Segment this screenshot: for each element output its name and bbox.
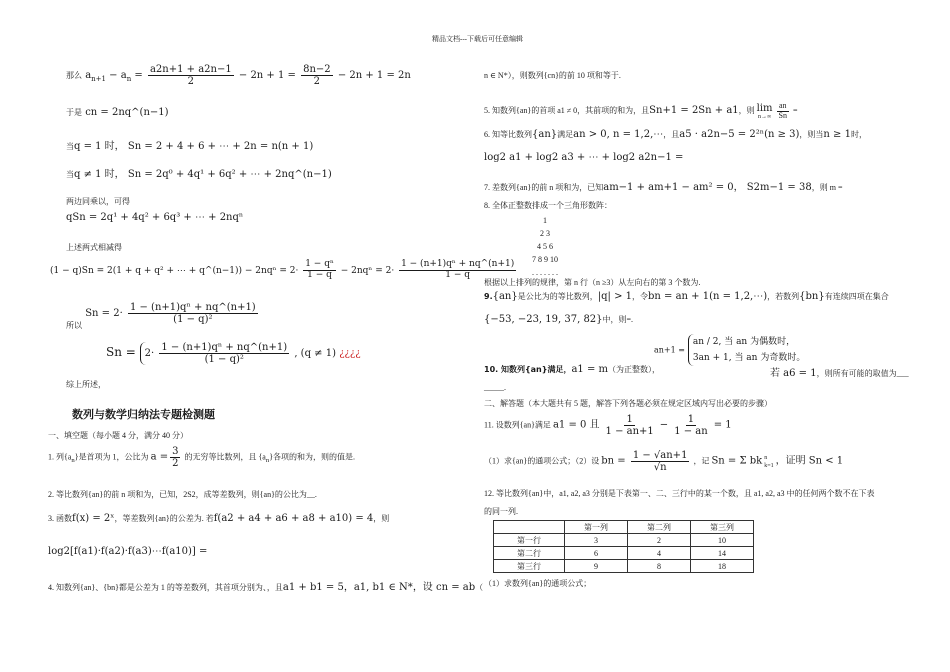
question-12: 12. 等比数列{an}中，a1, a2, a3 分别是下表第一、二、三行中的某一个数，且 a1, a2, a3 中的任何两个数不在下表 <box>484 489 875 498</box>
piecewise-brace: 2· $\frac{\text{1 − (n+1)qⁿ + nq\textasciicircum{}(n+1)}}{\text{(1 − q)²}}$ , (q ≠ 1) ¿¿¿¿ <box>140 342 361 365</box>
triangle-row: 2 3 <box>540 229 550 238</box>
derivation-line-6: qSn = 2q¹ + 4q² + 6q³ + ⋯ + 2nqⁿ <box>66 212 244 223</box>
table-row: 第三行 9 8 18 <box>494 560 754 573</box>
question-4: 4. 知数列{an}、{bn}都是公差为 1 的等差数列，其首项分别为、，且a1 + b1 = 5，a1, b1 ∈ N*，设 cn = ab（ <box>48 582 484 593</box>
value-table <box>493 520 754 573</box>
derivation-line-2: 于是 cn = 2nq^(n−1) <box>66 107 169 118</box>
derivation-line-4: 当q ≠ 1 时， Sn = 2q⁰ + 4q¹ + 6q² + ⋯ + 2nq^(n−1) <box>66 169 332 180</box>
question-8-rule: 根据以上排列的规律，第 n 行（n ≥3）从左向右的第 3 个数为. <box>484 278 701 287</box>
question-7: 7. 差数列{an}的前 n 项和为，已知am−1 + am+1 − am² = 0， S2m−1 = 38，则 m = <box>484 182 843 193</box>
question-9-set: {−53, −23, 19, 37, 82}中，则=. <box>484 314 634 325</box>
question-3: 3. 函数f(x) = 2ˣ，等差数列{an}的公差为. 若f(a2 + a4 + a6 + a8 + a10) = 4，则 <box>48 513 390 524</box>
question-6: 6. 知等比数列{an}满足an > 0, n = 1,2,⋯，且a5 · a2n−5 = 2²ⁿ(n ≥ 3)，则当n ≥ 1时， <box>484 129 867 140</box>
question-5: 5. 知数列{an}的首项 a1 ≠ 0，其前项的和为，且Sn+1 = 2Sn + a1，则 lim n→∞ $\frac{an}{Sn}$ = <box>484 101 798 120</box>
triangle-row: 7 8 9 10 <box>532 255 558 264</box>
question-3-expression: log2[f(a1)·f(a2)·f(a3)⋯f(a10)] = <box>48 546 208 557</box>
table-row: 第二行 6 4 14 <box>494 547 754 560</box>
derivation-line-1: 那么 $a_{n+1} - a_n$ = $\frac{a2n+1 + a2n-1}{2}$ − 2n + 1 = $\frac{8n-2}{2}$ − 2n + 1 = 2n <box>66 64 411 87</box>
derivation-line-9: $_{所以}$ Sn = 2· $\frac{\text{1 − (n+1)qⁿ + nq\textasciicircum{}(n+1)}}{\text{(1 − q)²}}$ <box>66 302 256 330</box>
table-header-row: 第一列 第二列 第三列 <box>494 521 754 534</box>
derivation-line-8: (1 − q)Sn = 2(1 + q + q² + ⋯ + q^(n−1)) − 2nqⁿ = 2· $\frac{\text{1 − qⁿ}}{1 - q}$ − 2nqⁿ = 2· $\frac{\text{1 − (n+1)qⁿ + nq\textasciicircum{}(n+1)}}{1 - q}$ <box>50 259 515 280</box>
derivation-line-11: 综上所述， <box>66 380 106 389</box>
question-1: 1. 列$\{a_n\}$是首项为 1，公比为 a = $\frac{3}{2}$ 的无穷等比数列，且 $\{a_n\}$各项的和为，则的值是. <box>48 446 356 469</box>
triangle-array <box>500 214 590 279</box>
triangle-row: 4 5 6 <box>537 242 553 251</box>
header-note: 精品文档---下载后可任意编辑 <box>432 35 523 43</box>
triangle-row: 1 <box>543 216 547 225</box>
triangle-row: . . . . . . . <box>532 268 558 277</box>
question-11-parts: （1）求{an}的通项公式；（2）设 bn = $\frac{1 - √an+1}{√n}$ ，记 Sn = Σ bk n k=1 ，证明 Sn < 1 <box>484 450 844 473</box>
derivation-line-7: 上述两式相减得 <box>66 243 122 252</box>
table-row: 第一行 3 2 10 <box>494 534 754 547</box>
question-11: 11. 设数列{an}满足 a1 = 0 且 $\frac{1}{1 - an+1}$ − $\frac{1}{1 - an}$ = 1 <box>484 414 732 437</box>
fraction: $\frac{a2n+1 + a2n-1}{2}$ <box>149 64 232 87</box>
question-10-blank: _____. <box>484 383 506 392</box>
section-title: 数列与数学归纳法专题检测题 <box>72 408 215 421</box>
derivation-line-5: 两边同乘以，可得 <box>66 197 130 206</box>
derivation-line-10: Sn = 2· $\frac{\text{1 − (n+1)qⁿ + nq\textasciicircum{}(n+1)}}{\text{(1 − q)²}}$ , (q ≠ 1) ¿¿¿¿ <box>106 342 361 365</box>
question-6-expression: log2 a1 + log2 a3 + ⋯ + log2 a2n−1 = <box>484 152 684 163</box>
section-fill-in: 一、填空题（每小题 4 分，满分 40 分） <box>48 431 188 440</box>
derivation-line-3: 当q = 1 时， Sn = 2 + 4 + 6 + ⋯ + 2n = n(n + 1) <box>66 141 314 152</box>
question-10-tail: 若 a6 = 1，则所有可能的取值为___ <box>770 368 909 379</box>
fraction: $\frac{8n-2}{2}$ <box>303 64 331 87</box>
section-solutions: 二、解答题（本大题共有 5 题，解答下列各题必须在规定区域内写出必要的步骤） <box>484 399 772 408</box>
question-8: 8. 全体正整数排成一个三角形数阵： <box>484 201 612 210</box>
question-9: 9.{an}是公比为的等比数列，|q| > 1，令bn = an + 1(n = 1,2,⋯)，若数列{bn}有连续四项在集合 <box>484 291 889 302</box>
question-10-piecewise: an+1 = an / 2, 当 an 为偶数时， 3an + 1, 当 an 为奇数时。 <box>654 334 805 366</box>
question-10: 10. 知数列{an}满足，a1 = m（为正整数）， <box>484 364 660 375</box>
question-12-continued: 的同一列. <box>484 507 518 516</box>
question-12-part-1: （1）求数列{an}的通项公式； <box>484 579 592 588</box>
question-4-continued: n ∈ N*），则数列{cn}的前 10 项和等于. <box>484 71 621 80</box>
question-2: 2. 等比数列{an}的前 n 项和为，已知，2S2，成等差数列，则{an}的公比为__. <box>48 490 317 499</box>
